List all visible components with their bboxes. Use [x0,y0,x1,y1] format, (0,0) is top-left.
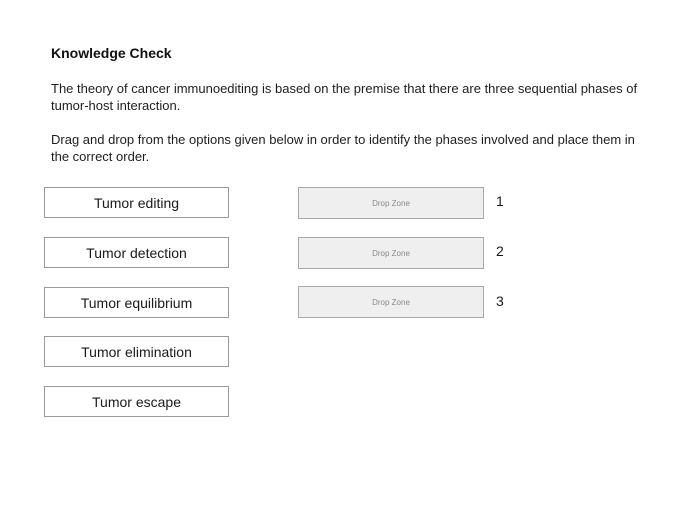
drop-zone-number-2: 2 [496,243,504,259]
intro-text: The theory of cancer immunoediting is based on the premise that there are three sequential phases of tumor-host interaction. [51,81,638,113]
drop-zone-number-3: 3 [496,293,504,309]
option-tumor-editing[interactable]: Tumor editing [44,187,229,218]
drop-zone-2[interactable]: Drop Zone [298,237,484,269]
drop-zone-1[interactable]: Drop Zone [298,187,484,219]
option-tumor-equilibrium[interactable]: Tumor equilibrium [44,287,229,318]
drop-zone-number-1: 1 [496,193,504,209]
option-tumor-escape[interactable]: Tumor escape [44,386,229,417]
page-title: Knowledge Check [51,45,172,61]
option-tumor-detection[interactable]: Tumor detection [44,237,229,268]
instruction-text: Drag and drop from the options given below in order to identify the phases involved and place them in the correct order. [51,132,635,164]
option-tumor-elimination[interactable]: Tumor elimination [44,336,229,367]
drop-zone-3[interactable]: Drop Zone [298,286,484,318]
